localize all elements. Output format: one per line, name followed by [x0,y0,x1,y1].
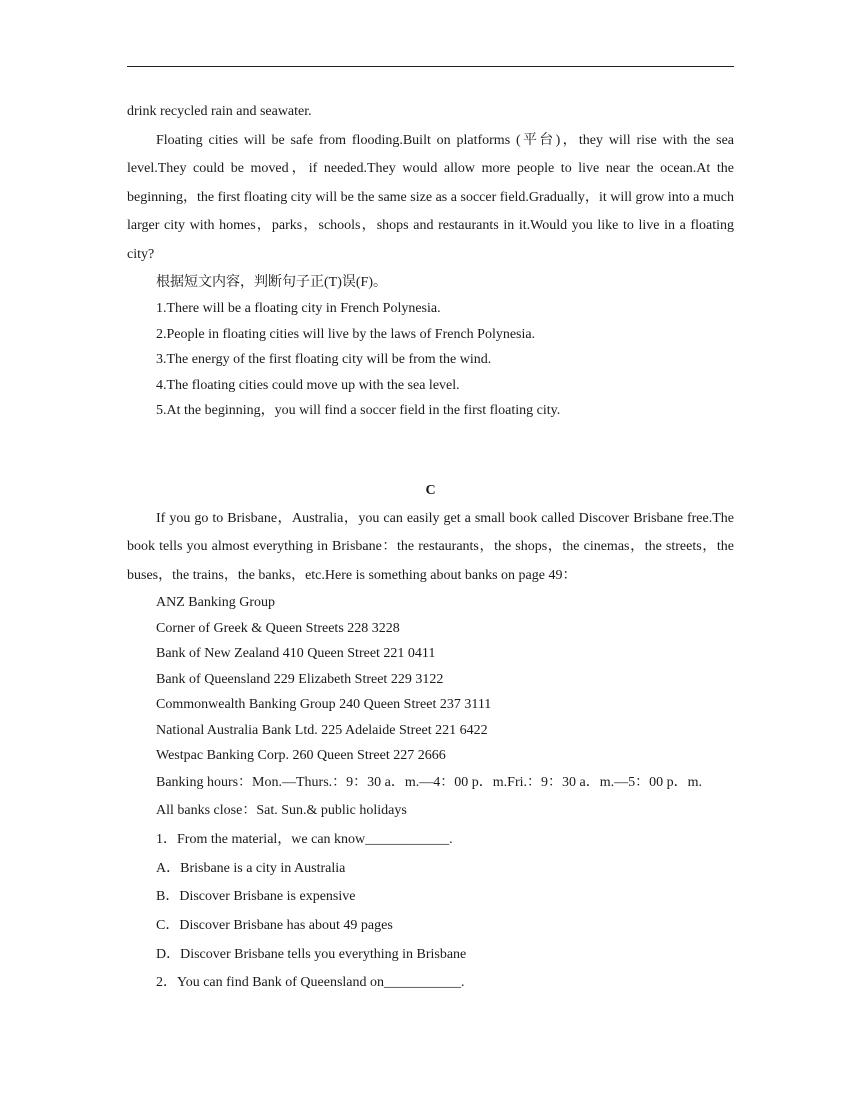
statement-item: 3.The energy of the first floating city will be from the wind. [156,352,492,367]
bank-line: Bank of Queensland 229 Elizabeth Street 229 3122 [156,671,444,687]
bank-line: National Australia Bank Ltd. 225 Adelaide Street 221 6422 [156,722,488,738]
bank-line: Westpac Banking Corp. 260 Queen Street 227 2666 [156,748,446,763]
banks-closed: All banks close：Sat. Sun.& public holidays [156,803,407,819]
statement-item: 1.There will be a floating city in French Polynesia. [156,301,441,316]
banking-hours: Banking hours：Mon.—Thurs.：9：30 a．m.—4：00 p．m.Fri.：9：30 a．m.—5：00 p．m. [156,774,702,790]
statement-item: 4.The floating cities could move up with the sea level. [156,377,460,393]
passage-c-intro: If you go to Brisbane，Australia，you can easily get a small book called Discover Brisbane free.The book tells you almost everything in Brisbane：the restaurants，the shops，the cinemas，the streets，the buses，the trains，the banks，etc.Here is something about banks on page 49： [127,510,734,583]
bank-line: Commonwealth Banking Group 240 Queen Street 237 3111 [156,697,492,712]
passage-b-continuation: drink recycled rain and seawater. [127,104,312,119]
option-line: A．Brisbane is a city in Australia [156,860,346,876]
question-line: 2．You can find Bank of Queensland on___________. [156,975,465,991]
passage-b-instruction: 根据短文内容，判断句子正(T)误(F)。 [156,275,387,290]
header-rule [127,66,734,67]
option-line: D．Discover Brisbane tells you everything in Brisbane [156,946,467,962]
question-line: 1．From the material，we can know____________. [156,831,453,847]
bank-line: Bank of New Zealand 410 Queen Street 221 0411 [156,646,436,661]
option-line: B．Discover Brisbane is expensive [156,889,356,905]
statement-item: 2.People in floating cities will live by the laws of French Polynesia. [156,326,536,342]
bank-line: Corner of Greek & Queen Streets 228 3228 [156,620,400,636]
passage-b-paragraph: Floating cities will be safe from flooding.Built on platforms (平台)，they will rise with the sea level.They could be moved，if needed.They would allow more people to live near the ocean.At the beginning，the first floating city will be the same size as a soccer field.Gradually，it will grow into a much larger city with homes，parks，schools，shops and restaurants in it.Would you like to live in a floating city? [127,132,734,262]
section-heading: C [425,482,436,498]
bank-line: ANZ Banking Group [156,595,275,610]
document-body [127,98,734,998]
statement-item: 5.At the beginning，you will find a soccer field in the first floating city. [156,403,561,418]
option-line: C．Discover Brisbane has about 49 pages [156,918,393,934]
